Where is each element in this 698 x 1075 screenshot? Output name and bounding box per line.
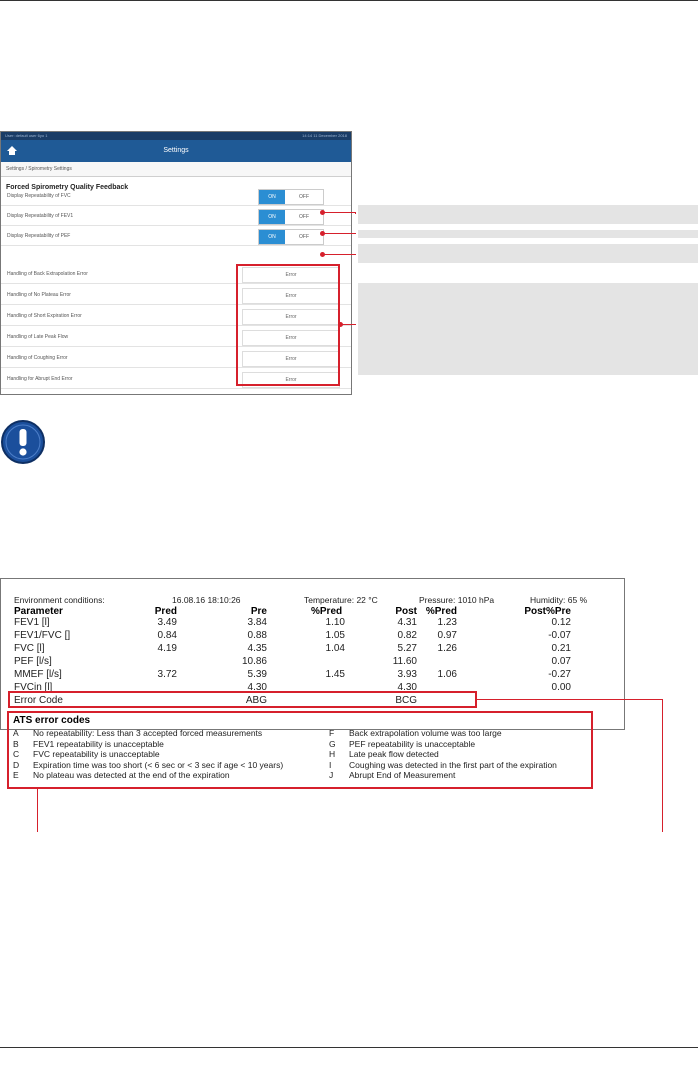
callout-line (37, 789, 38, 832)
post-pct-pre-cell: -0.27 (548, 669, 571, 680)
parameter-cell: MMEF [l/s] (14, 669, 62, 680)
ats-code: B (13, 738, 19, 749)
breadcrumb[interactable]: Settings / Spirometry Settings (1, 162, 351, 177)
header-pre: Pre (250, 606, 267, 617)
callout-box (358, 230, 698, 238)
ats-code: C (13, 749, 20, 759)
toggle-off[interactable]: OFF (299, 194, 309, 200)
ats-code: E (13, 770, 19, 780)
status-user: User: default user 6yo 1 (5, 133, 48, 138)
report-datetime: 16.08.16 18:10:26 (172, 595, 241, 605)
post-pct-pred-cell: 1.06 (437, 669, 457, 680)
ats-code: H (329, 749, 336, 759)
parameter-cell: PEF [l/s] (14, 656, 52, 667)
ats-code: A (13, 728, 19, 738)
ats-code: F (329, 728, 335, 738)
post-pct-pre-cell: -0.07 (548, 630, 571, 641)
pct-pred-cell: 1.05 (325, 630, 345, 641)
pressure: Pressure: 1010 hPa (419, 595, 495, 605)
humidity: Humidity: 65 % (530, 595, 588, 605)
toggle-on[interactable]: ON (259, 210, 285, 224)
error-code-pre: ABG (245, 695, 267, 706)
post-cell: 5.27 (397, 643, 417, 654)
ats-description: FVC repeatability is unacceptable (33, 749, 160, 759)
callout-box (358, 244, 698, 263)
fev1-toggle[interactable] (258, 209, 324, 225)
callout-line (323, 212, 356, 213)
toggle-off[interactable]: OFF (299, 214, 309, 220)
setting-label: Display Repeatability of FEV1 (7, 213, 74, 219)
parameter-cell: FEV1/FVC [] (14, 630, 71, 641)
ats-description: Expiration time was too short (< 6 sec or < 3 sec if age < 10 years) (33, 759, 284, 770)
header-parameter: Parameter (14, 606, 63, 617)
ats-code: J (329, 770, 334, 780)
status-bar (1, 132, 351, 140)
environment-label: Environment conditions: (14, 595, 105, 605)
error-code-label: Error Code (14, 695, 63, 706)
setting-row-pef (1, 226, 351, 246)
setting-label: Handling of Late Peak Flow (7, 334, 69, 340)
bottom-rule (0, 1047, 698, 1048)
pct-pred-cell: 1.10 (325, 617, 345, 628)
toggle-off[interactable]: OFF (299, 234, 309, 240)
callout-line (662, 699, 663, 832)
error-handling-select[interactable]: Error (242, 372, 340, 388)
callout-box (358, 283, 698, 375)
fvc-toggle[interactable] (258, 189, 324, 205)
pre-cell: 10.86 (241, 656, 267, 667)
ats-description: Abrupt End of Measurement (349, 770, 456, 780)
pct-pred-cell: 1.45 (325, 669, 345, 680)
section-title: Forced Spirometry Quality Feedback (6, 184, 129, 191)
callout-line (355, 212, 356, 214)
error-handling-select[interactable]: Error (242, 288, 340, 304)
header-post: Post (395, 606, 417, 617)
pred-cell: 0.84 (157, 630, 177, 641)
post-cell: 4.30 (397, 682, 417, 693)
home-icon[interactable] (7, 146, 17, 151)
pre-cell: 4.30 (247, 682, 267, 693)
setting-label: Handling of No Plateau Error (7, 292, 71, 298)
pre-cell: 0.88 (247, 630, 267, 641)
ats-code: D (13, 759, 20, 770)
post-pct-pre-cell: 0.07 (551, 656, 571, 667)
setting-row-fvc (1, 186, 351, 206)
header-post-pct-pred: %Pred (425, 606, 457, 617)
ats-description: No repeatability: Less than 3 accepted forced measurements (33, 728, 263, 738)
post-pct-pre-cell: 0.21 (551, 643, 571, 654)
setting-row-fev1 (1, 206, 351, 226)
ats-description: Back extrapolation volume was too large (349, 728, 502, 738)
error-handling-select[interactable]: Error (242, 330, 340, 346)
ats-description: Coughing was detected in the first part of the expiration (349, 759, 557, 770)
callout-line (323, 233, 356, 234)
error-handling-select[interactable]: Error (242, 267, 340, 283)
callout-line (323, 254, 356, 255)
title-bar (1, 140, 351, 162)
header-pred: Pred (154, 606, 177, 617)
setting-label: Display Repeatability of FVC (7, 193, 71, 199)
post-pct-pred-cell: 0.97 (437, 630, 457, 641)
setting-label: Handling of Back Extrapolation Error (7, 271, 88, 277)
spirometry-report (0, 578, 625, 730)
callout-line (476, 699, 663, 700)
pred-cell: 4.19 (157, 643, 177, 654)
top-rule (0, 0, 698, 1)
callout-box (358, 205, 698, 224)
post-pct-pre-cell: 0.12 (551, 617, 571, 628)
ats-description: No plateau was detected at the end of the expiration (33, 770, 230, 780)
header-pct-pred: %Pred (311, 606, 343, 617)
post-pct-pred-cell: 1.26 (437, 643, 457, 654)
pred-cell: 3.49 (157, 617, 177, 628)
setting-label: Display Repeatability of PEF (7, 233, 71, 239)
parameter-cell: FEV1 [l] (14, 617, 50, 628)
setting-label: Handling of Coughing Error (7, 355, 68, 361)
pred-cell: 3.72 (157, 669, 177, 680)
header-post-pct-pre: Post%Pre (524, 606, 571, 617)
error-code-post: BCG (395, 695, 417, 706)
pct-pred-cell: 1.04 (325, 643, 345, 654)
ats-description: Late peak flow detected (349, 749, 439, 759)
post-cell: 0.82 (397, 630, 417, 641)
setting-label: Handling for Abrupt End Error (7, 376, 73, 382)
post-cell: 4.31 (397, 617, 417, 628)
pef-toggle[interactable] (258, 229, 324, 245)
error-column-highlight (236, 264, 340, 386)
post-pct-pred-cell: 1.23 (437, 617, 457, 628)
screen-title: Settings (163, 147, 189, 154)
status-time: 14:14 11 December 2018 (302, 133, 347, 138)
ats-code: G (329, 738, 336, 749)
ats-title: ATS error codes (13, 715, 91, 726)
pre-cell: 5.39 (247, 669, 267, 680)
exclamation-icon (0, 419, 46, 465)
callout-line (341, 324, 356, 325)
error-handling-select[interactable]: Error (242, 351, 340, 367)
toggle-on[interactable]: ON (259, 190, 285, 204)
ats-description: PEF repeatability is unacceptable (349, 738, 476, 749)
pre-cell: 4.35 (247, 643, 267, 654)
toggle-on[interactable]: ON (259, 230, 285, 244)
post-cell: 11.60 (392, 656, 417, 667)
post-cell: 3.93 (397, 669, 417, 680)
temperature: Temperature: 22 °C (304, 595, 378, 605)
pre-cell: 3.84 (247, 617, 267, 628)
ats-code: I (329, 759, 332, 770)
setting-label: Handling of Short Expiration Error (7, 313, 82, 319)
ats-description: FEV1 repeatability is unacceptable (33, 738, 164, 749)
post-pct-pre-cell: 0.00 (551, 682, 571, 693)
parameter-cell: FVC [l] (14, 643, 45, 654)
error-code-highlight (8, 691, 477, 708)
error-handling-select[interactable]: Error (242, 309, 340, 325)
parameter-cell: FVCin [l] (14, 682, 53, 693)
